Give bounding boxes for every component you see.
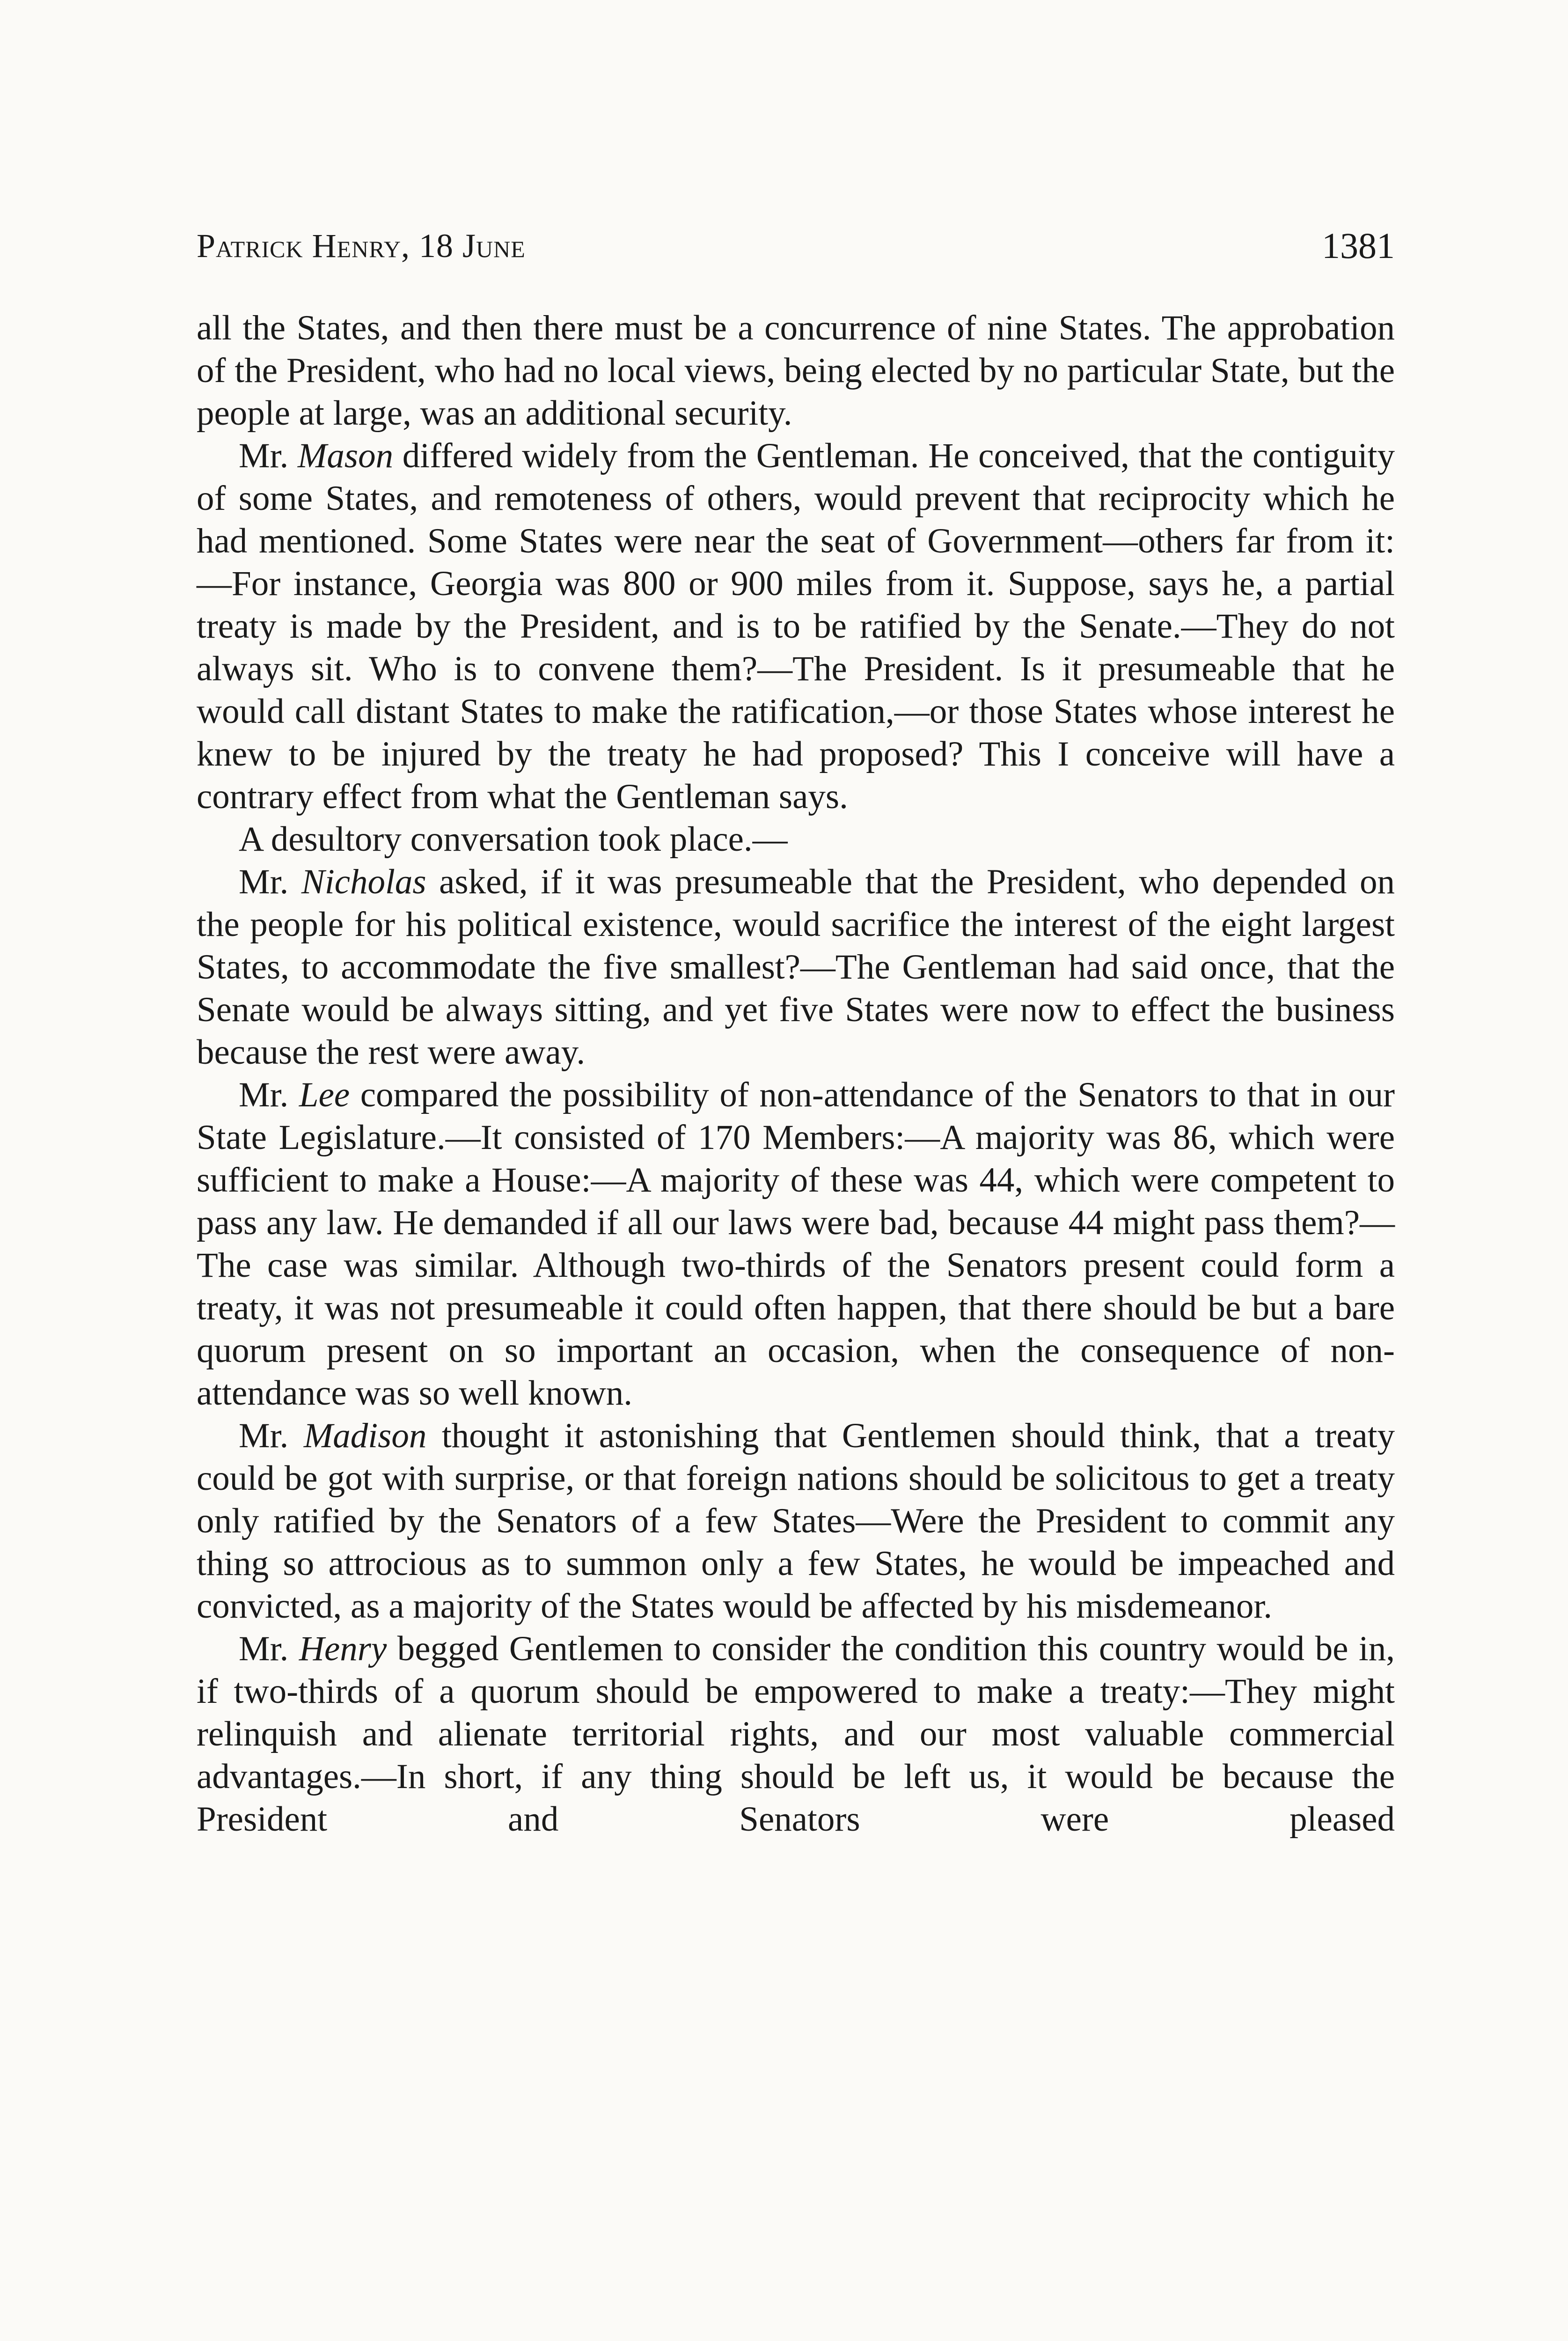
page-number: 1381 xyxy=(1322,225,1395,266)
body-text xyxy=(197,307,1395,1840)
paragraph-text: thought it astonishing that Gentlemen should think, that a treaty could be got with surprise, or that foreign nations should be solicitous to get a treaty only ratified by the Senators of a few States—Were the President to commit any thing so attrocious as to summon only a few States, he would be impeached and convicted, as a majority of the States would be affected by his misdemeanor. xyxy=(197,1416,1395,1626)
speaker-name: Madison xyxy=(303,1416,427,1455)
speaker-prefix: Mr. xyxy=(239,862,301,901)
speaker-prefix: Mr. xyxy=(239,1416,304,1455)
paragraph-continuation xyxy=(197,307,1395,434)
paragraph-text: begged Gentlemen to consider the condition this country would be in, if two-thirds of a quorum should be empowered to make a treaty:—They might relinquish and alienate territorial rights, and our most valuable commercial advantages.—In short, if any thing should be left us, it would be because the President and Senators were pleased xyxy=(197,1629,1395,1839)
paragraph-text: compared the possibility of non-attendance of the Senators to that in our State Legislature.—It consisted of 170 Members:—A majority was 86, which were sufficient to make a House:—A majority of these was 44, which were competent to pass any law. He demanded if all our laws were bad, because 44 might pass them?—The case was similar. Although two-thirds of the Senators present could form a treaty, it was not presumeable it could often happen, that there should be but a bare quorum present on so important an occasion, when the consequence of non-attendance was so well known. xyxy=(197,1075,1395,1413)
paragraph-text: all the States, and then there must be a concurrence of nine States. The approbation of the President, who had no local views, being elected by no particular State, but the people at large, was an additional security. xyxy=(197,309,1395,433)
speaker-prefix: Mr. xyxy=(239,1075,299,1114)
paragraph-henry xyxy=(197,1627,1395,1840)
running-head-title: Patrick Henry, 18 June xyxy=(197,227,526,265)
speaker-name: Lee xyxy=(299,1075,350,1114)
paragraph-madison xyxy=(197,1414,1395,1627)
speaker-prefix: Mr. xyxy=(239,436,298,475)
paragraph-mason xyxy=(197,434,1395,818)
paragraph-text: A desultory conversation took place.— xyxy=(239,820,788,859)
paragraph-text: asked, if it was presumeable that the President, who depended on the people for his political existence, would sacrifice the interest of the eight largest States, to accommodate the five smallest?—The Gentleman had said once, that the Senate would be always sitting, and yet five States were now to effect the business because the rest were away. xyxy=(197,862,1395,1072)
speaker-prefix: Mr. xyxy=(239,1629,299,1668)
running-head xyxy=(197,220,1395,272)
speaker-name: Mason xyxy=(297,436,394,475)
speaker-name: Henry xyxy=(299,1629,387,1668)
paragraph-text: differed widely from the Gentleman. He conceived, that the contiguity of some States, and remoteness of others, would prevent that reciprocity which he had mentioned. Some States were near the seat of Government—others far from it:—For instance, Georgia was 800 or 900 miles from it. Suppose, says he, a partial treaty is made by the President, and is to be ratified by the Senate.—They do not always sit. Who is to convene them?—The President. Is it presumeable that he would call distant States to make the ratification,—or those States whose interest he knew to be injured by the treaty he had proposed? This I conceive will have a contrary effect from what the Gentleman says. xyxy=(197,436,1395,816)
paragraph-lee xyxy=(197,1074,1395,1414)
paragraph-conversation xyxy=(197,818,1395,861)
paragraph-nicholas xyxy=(197,861,1395,1074)
speaker-name: Nicholas xyxy=(301,862,426,901)
